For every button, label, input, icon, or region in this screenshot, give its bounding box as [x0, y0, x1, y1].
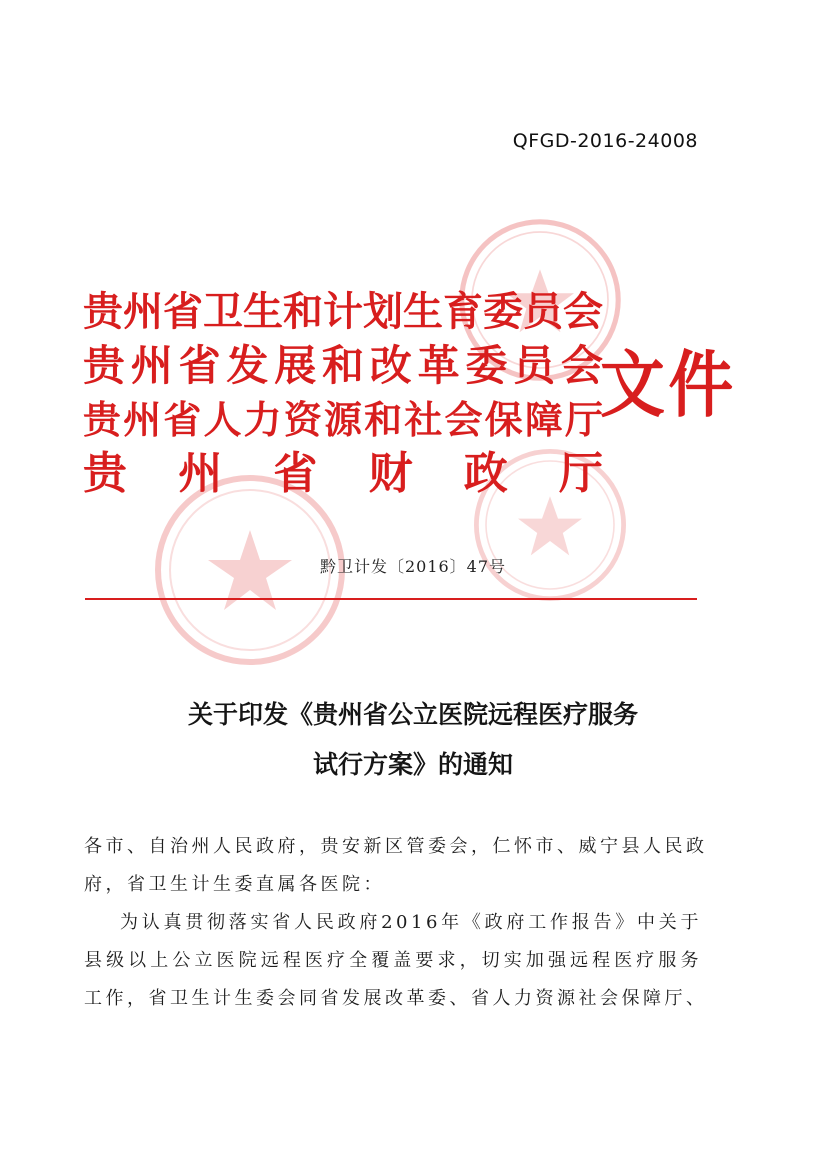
document-type-label: 文件	[600, 342, 737, 427]
issuer-human-resources-dept: 贵州省人力资源和社会保障厅	[83, 397, 603, 442]
issuer-list	[83, 285, 603, 501]
notice-title-line-1: 关于印发《贵州省公立医院远程医疗服务	[187, 700, 638, 729]
notice-body	[84, 828, 708, 1018]
issuer-health-commission: 贵州省卫生和计划生育委员会	[83, 288, 603, 335]
notice-title-line-2: 试行方案》的通知	[312, 750, 513, 779]
document-code: QFGD-2016-24008	[512, 130, 698, 152]
issuer-development-commission: 贵州省发展和改革委员会	[83, 341, 603, 390]
issuer-finance-dept: 贵州省财政厅	[83, 448, 603, 499]
document-number: 黔卫计发〔2016〕47号	[319, 557, 507, 576]
body-line-3: 为认真贯彻落实省人民政府2016年《政府工作报告》中关于	[120, 912, 702, 933]
body-line-4: 县级以上公立医院远程医疗全覆盖要求，切实加强远程医疗服务	[84, 950, 702, 971]
body-line-2: 府，省卫生计生委直属各医院：	[84, 874, 385, 895]
body-line-1: 各市、自治州人民政府，贵安新区管委会，仁怀市、威宁县人民政	[84, 836, 708, 857]
body-line-5: 工作，省卫生计生委会同省发展改革委、省人力资源社会保障厅、	[84, 988, 708, 1009]
notice-title	[0, 690, 826, 790]
red-divider	[85, 598, 697, 600]
